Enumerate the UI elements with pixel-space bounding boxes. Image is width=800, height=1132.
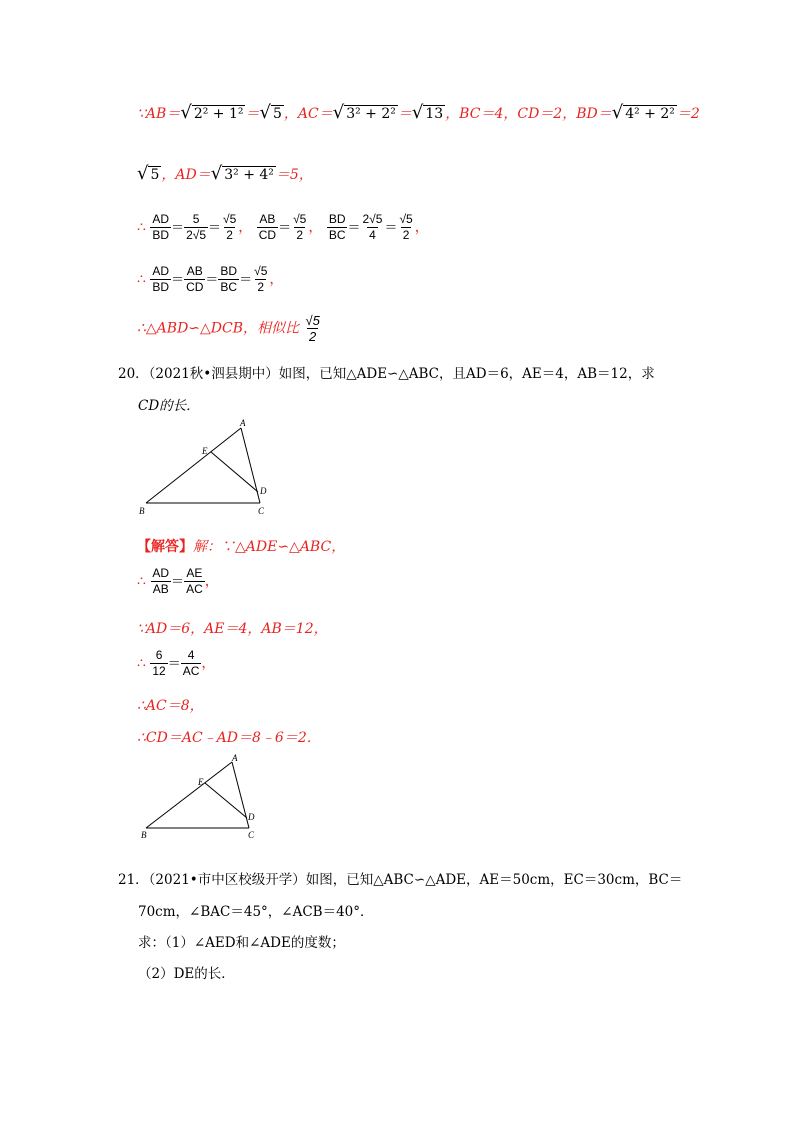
frac-ad-bd: $\frac{AD}{BD}$ bbox=[152, 264, 170, 294]
ad-eq: ＝5， bbox=[275, 167, 313, 183]
q20-triangle-figure-2 bbox=[136, 752, 276, 842]
label-c: C bbox=[248, 830, 255, 840]
therefore-symbol: ∴ bbox=[137, 271, 146, 288]
q20-triangle-figure bbox=[136, 416, 276, 520]
ac-sqrt: √ 3² + 2² bbox=[332, 102, 396, 123]
frac-sqrt5-2: $\frac{√5}{2}$ bbox=[293, 212, 307, 242]
solution-intro: 解：∵△ADE∽△ABC， bbox=[193, 539, 346, 555]
frac-sqrt5-2: $\frac{√5}{2}$ bbox=[254, 264, 268, 294]
q21-line2: 70cm，∠BAC＝45°，∠ACB＝40°． bbox=[138, 904, 374, 920]
frac-2sqrt5-4: $\frac{2√5}{4}$ bbox=[362, 212, 383, 242]
segment-ed bbox=[205, 783, 247, 818]
frac-bd-bc: $\frac{BD}{BC}$ bbox=[220, 264, 238, 294]
frac-ab-cd: $\frac{AB}{CD}$ bbox=[258, 212, 277, 242]
sqrt5: √ 5 bbox=[137, 163, 160, 184]
q19-line5 bbox=[137, 313, 322, 344]
frac-5-2sqrt5: $\frac{5}{2√5}$ bbox=[186, 212, 206, 242]
frac-ab-cd: $\frac{AB}{CD}$ bbox=[186, 264, 204, 294]
q20-step3: ∵AD＝6，AE＝4，AB＝12， bbox=[137, 621, 328, 637]
bd-sqrt: √ 4² + 2² bbox=[611, 102, 675, 123]
frac-4-ac: $\frac{4}{AC}$ bbox=[182, 648, 200, 678]
ac-value: √ 13 bbox=[411, 102, 444, 123]
ad-sqrt: √ 3² + 4² bbox=[210, 163, 274, 184]
ab-label: AB＝ bbox=[145, 106, 181, 122]
q19-line1 bbox=[137, 104, 700, 124]
eq: ＝ bbox=[245, 106, 260, 122]
q20-solution-start bbox=[137, 537, 345, 557]
label-b: B bbox=[141, 830, 147, 840]
therefore-symbol: ∴ bbox=[137, 573, 146, 590]
bc-cd-bd-text: ，BC＝4，CD＝2，BD＝ bbox=[445, 106, 612, 122]
q21-line3: 求：（1）∠AED和∠ADE的度数； bbox=[138, 935, 345, 951]
label-e: E bbox=[198, 777, 204, 787]
q21-line1: 21．（2021•市中区校级开学）如图，已知△ABC∽△ADE，AE＝50cm，EC＝30cm，BC＝ bbox=[118, 872, 683, 888]
label-d: D bbox=[260, 486, 267, 496]
frac-6-12: $\frac{6}{12}$ bbox=[152, 648, 166, 678]
q20-step5: ∴AC＝8， bbox=[137, 698, 204, 714]
frac-bd-bc: $\frac{BD}{BC}$ bbox=[328, 212, 346, 242]
frac-sqrt5-2: $\frac{√5}{2}$ bbox=[223, 212, 237, 242]
q20-step2: ∴ $\frac{AD}{AB}$ ＝ $\frac{AE}{AC}$ ， bbox=[137, 566, 219, 596]
therefore-symbol: ∴ bbox=[137, 655, 146, 672]
ratio-fraction: $\frac{√5}{2}$ bbox=[305, 313, 320, 344]
solution-tag: 【解答】 bbox=[137, 539, 193, 555]
label-b: B bbox=[139, 506, 145, 516]
label-e: E bbox=[202, 446, 208, 456]
frac-sqrt5-2: $\frac{√5}{2}$ bbox=[399, 212, 413, 242]
frac-ae-ac: $\frac{AE}{AC}$ bbox=[186, 566, 203, 596]
ab-sqrt: √ 2² + 1² bbox=[180, 102, 244, 123]
q20-question-line1: 20．（2021秋•泗县期中）如图，已知△ADE∽△ABC，且AD＝6，AE＝4，AB＝12，求 bbox=[118, 366, 655, 382]
frac-ad-bd: $\frac{AD}{BD}$ bbox=[152, 212, 170, 242]
q19-line3: ∴ $\frac{AD}{BD}$ ＝ $\frac{5}{2√5}$ ＝ $\frac{√5}{2}$ ， $\frac{AB}{CD}$ ＝ $\frac{√5}{2}$ ， $\frac{BD}{BC}$ ＝ $\frac{2√5}{4}$ ＝ $\frac{√5}{2}$ ， bbox=[137, 212, 429, 242]
because-symbol: ∵ bbox=[137, 106, 146, 122]
eq: ＝ bbox=[397, 106, 412, 122]
q20-step4: ∴ $\frac{6}{12}$ ＝ $\frac{4}{AC}$ ， bbox=[137, 648, 216, 678]
ab-value: √ 5 bbox=[259, 102, 282, 123]
label-d: D bbox=[248, 812, 255, 822]
bd-eq: ＝2 bbox=[676, 106, 700, 122]
label-a: A bbox=[240, 418, 246, 428]
ad-label: ，AD＝ bbox=[161, 167, 211, 183]
q21-line4: （2）DE的长． bbox=[138, 966, 235, 982]
similarity-ratio-text: ∴△ABD∽△DCB，相似比 bbox=[137, 320, 300, 337]
q20-question-line2: CD的长． bbox=[138, 398, 200, 414]
therefore-symbol: ∴ bbox=[137, 219, 146, 236]
label-a: A bbox=[232, 753, 238, 763]
ac-label: ，AC＝ bbox=[283, 106, 333, 122]
q19-line2 bbox=[137, 165, 313, 185]
q20-step6: ∴CD＝AC﹣AD＝8﹣6＝2． bbox=[137, 730, 321, 746]
label-c: C bbox=[258, 506, 265, 516]
segment-ed bbox=[211, 452, 258, 492]
frac-ad-ab: $\frac{AD}{AB}$ bbox=[152, 566, 170, 596]
q19-line4: ∴ $\frac{AD}{BD}$ ＝ $\frac{AB}{CD}$ ＝ $\frac{BD}{BC}$ ＝ $\frac{√5}{2}$ ， bbox=[137, 264, 284, 294]
